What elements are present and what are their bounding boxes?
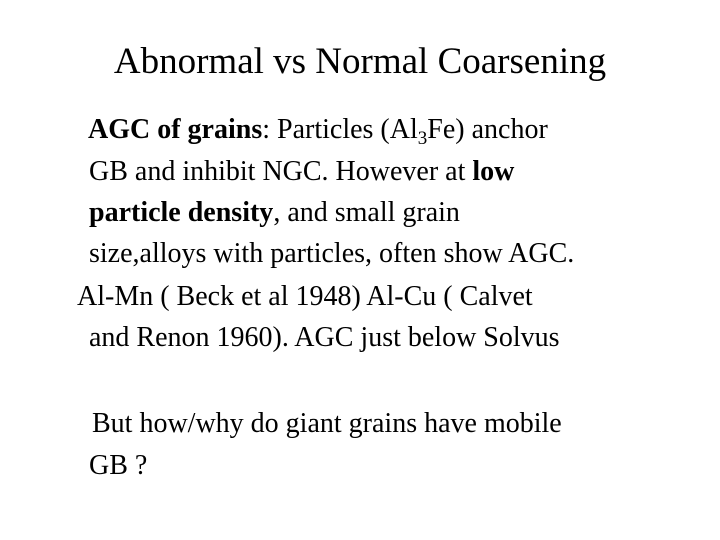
- bold-term-density: particle density: [89, 197, 274, 228]
- text-line: size,alloys with particles, often show AGC.: [89, 238, 575, 269]
- text-line: [89, 154, 514, 190]
- text-span: GB and inhibit NGC. However at: [89, 156, 473, 187]
- text-line: and Renon 1960). AGC just below Solvus: [89, 322, 560, 353]
- text-line: GB ?: [89, 450, 148, 481]
- bold-term-low: low: [472, 156, 515, 187]
- slide-title: Abnormal vs Normal Coarsening: [113, 41, 607, 82]
- text-span: Fe) anchor: [427, 114, 548, 145]
- text-line: But how/why do giant grains have mobile: [92, 408, 562, 439]
- bold-term-agc: AGC of grains: [88, 114, 263, 145]
- subscript: 3: [417, 128, 428, 149]
- text-span: : Particles (Al: [262, 114, 418, 145]
- text-line: [88, 112, 548, 148]
- text-line: [89, 195, 460, 231]
- text-span: , and small grain: [273, 197, 460, 228]
- text-line: Al-Mn ( Beck et al 1948) Al-Cu ( Calvet: [77, 281, 533, 312]
